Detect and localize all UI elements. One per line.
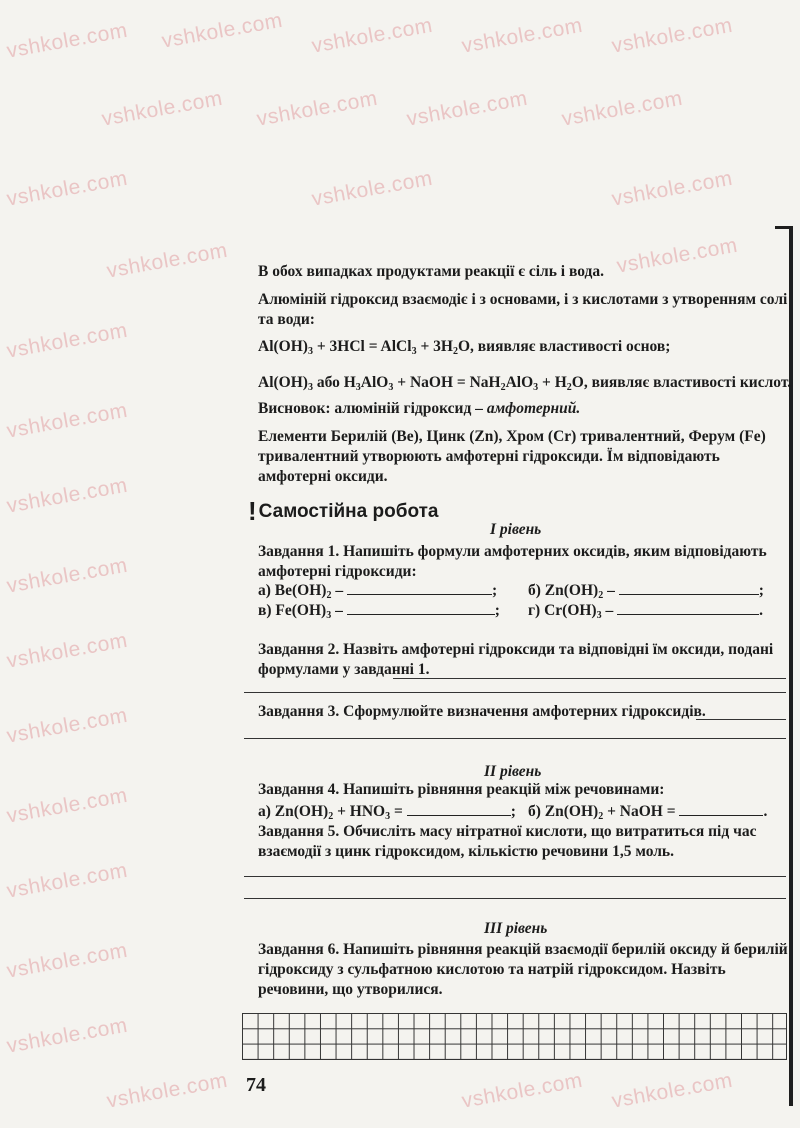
item-b-prefix: б)	[528, 803, 545, 820]
task-1-item-g: г) $Cr(OH)_3$ – .	[528, 602, 763, 621]
watermark: vshkole.com	[615, 233, 740, 278]
watermark: vshkole.com	[460, 13, 585, 58]
watermark: vshkole.com	[5, 318, 130, 363]
conclusion	[258, 399, 580, 419]
watermark: vshkole.com	[5, 1013, 130, 1058]
watermark: vshkole.com	[5, 783, 130, 828]
section-title-text: Самостійна робота	[258, 501, 439, 522]
page-number: 74	[246, 1074, 266, 1096]
item-g-prefix: г)	[528, 602, 545, 619]
watermark: vshkole.com	[5, 628, 130, 673]
answer-line[interactable]	[244, 898, 786, 899]
item-v-prefix: в)	[258, 602, 276, 619]
task-1-item-a: а) $Be(OH)_2$ – ;	[258, 582, 498, 601]
watermark: vshkole.com	[105, 238, 230, 283]
equation-1: $Al(OH)_3 + 3HCl$ = AlCl$_3$ + $3H_2O$, виявляє властивості основ;	[258, 338, 671, 357]
task-1-item-v: в) $Fe(OH)_3$ – ;	[258, 602, 500, 621]
task-1-item-b: б) $Zn(OH)_2$ – ;	[528, 582, 764, 601]
watermark: vshkole.com	[5, 858, 130, 903]
item-a-prefix: а)	[258, 582, 275, 599]
watermark: vshkole.com	[5, 553, 130, 598]
answer-blank-g[interactable]	[617, 600, 759, 615]
answer-line[interactable]	[393, 678, 786, 679]
answer-blank-4b[interactable]	[679, 801, 763, 816]
task-4-item-a: а) $Zn(OH)_2 + HNO_3$ = ;	[258, 803, 516, 822]
watermark: vshkole.com	[610, 166, 735, 211]
watermark: vshkole.com	[5, 938, 130, 983]
equation-2-note: , виявляє властивості кислот.	[583, 374, 792, 391]
task-3: Завдання 3. Сформулюйте визначення амфотерних гідроксидів.	[258, 703, 706, 720]
answer-blank-4a[interactable]	[407, 801, 511, 816]
watermark: vshkole.com	[560, 86, 685, 131]
task-5: Завдання 5. Обчисліть масу нітратної кислоти, що витратиться під час взаємодії з цинк гідроксидом, кількістю речовини 1,5 моль.	[258, 823, 757, 860]
answer-line[interactable]	[696, 719, 786, 720]
watermark: vshkole.com	[5, 166, 130, 211]
watermark: vshkole.com	[610, 1068, 735, 1113]
watermark: vshkole.com	[255, 86, 380, 131]
task-4: Завдання 4. Напишіть рівняння реакцій між речовинами:	[258, 781, 665, 798]
answer-grid[interactable]	[242, 1013, 787, 1060]
task-4-item-b: б) $Zn(OH)_2$ + NaOH = .	[528, 803, 768, 822]
level-1-label: І рівень	[490, 521, 542, 538]
watermark: vshkole.com	[405, 86, 530, 131]
task-2: Завдання 2. Назвіть амфотерні гідроксиди та відповідні їм оксиди, подані формулами у завданні 1.	[258, 641, 774, 678]
watermark: vshkole.com	[460, 1068, 585, 1113]
watermark: vshkole.com	[5, 473, 130, 518]
task-1: Завдання 1. Напишіть формули амфотерних оксидів, яким відповідають амфотерні гідроксиди:	[258, 543, 767, 580]
intro-paragraph-1: В обох випадках продуктами реакції є сіль і вода.	[258, 263, 605, 280]
equation-2: $Al(OH)_3$ або $H_3AlO_3$ + NaOH = $NaH_2AlO_3 + H_2O$, виявляє властивості кислот.	[258, 374, 792, 393]
item-a-prefix: а)	[258, 803, 275, 820]
watermark: vshkole.com	[310, 166, 435, 211]
equation-1-note: , виявляє властивості основ;	[470, 338, 671, 355]
page-edge-bar	[789, 226, 793, 1106]
answer-blank-a[interactable]	[347, 580, 492, 595]
level-2-label: ІІ рівень	[484, 763, 542, 780]
watermark: vshkole.com	[160, 8, 285, 53]
watermark: vshkole.com	[5, 18, 130, 63]
answer-line[interactable]	[244, 692, 786, 693]
watermark: vshkole.com	[5, 703, 130, 748]
section-title	[248, 496, 438, 527]
answer-blank-b[interactable]	[619, 580, 759, 595]
answer-blank-v[interactable]	[347, 600, 495, 615]
item-b-prefix: б)	[528, 582, 545, 599]
watermark: vshkole.com	[310, 13, 435, 58]
conclusion-label: Висновок: алюміній гідроксид –	[258, 400, 487, 417]
watermark: vshkole.com	[610, 13, 735, 58]
watermark: vshkole.com	[5, 398, 130, 443]
intro-paragraph-3: Елементи Берилій (Be), Цинк (Zn), Хром (Cr) тривалентний, Ферум (Fe) тривалентний утворюють амфотерні гідроксиди. Їм відповідають амфотерні оксиди.	[258, 428, 766, 485]
watermark: vshkole.com	[100, 86, 225, 131]
exclamation-icon: !	[248, 496, 257, 526]
task-6: Завдання 6. Напишіть рівняння реакцій взаємодії берилій оксиду й берилій гідроксиду з сульфатною кислотою та натрій гідроксидом. Назвіть речовини, що утворилися.	[258, 941, 788, 998]
conclusion-emphasis: амфотерний.	[486, 400, 581, 417]
answer-line[interactable]	[244, 876, 786, 877]
watermark: vshkole.com	[105, 1068, 230, 1113]
level-3-label: ІІІ рівень	[484, 920, 548, 937]
answer-line[interactable]	[244, 738, 786, 739]
intro-paragraph-2: Алюміній гідроксид взаємодіє і з основами, і з кислотами з утворенням солі та води:	[258, 291, 788, 328]
